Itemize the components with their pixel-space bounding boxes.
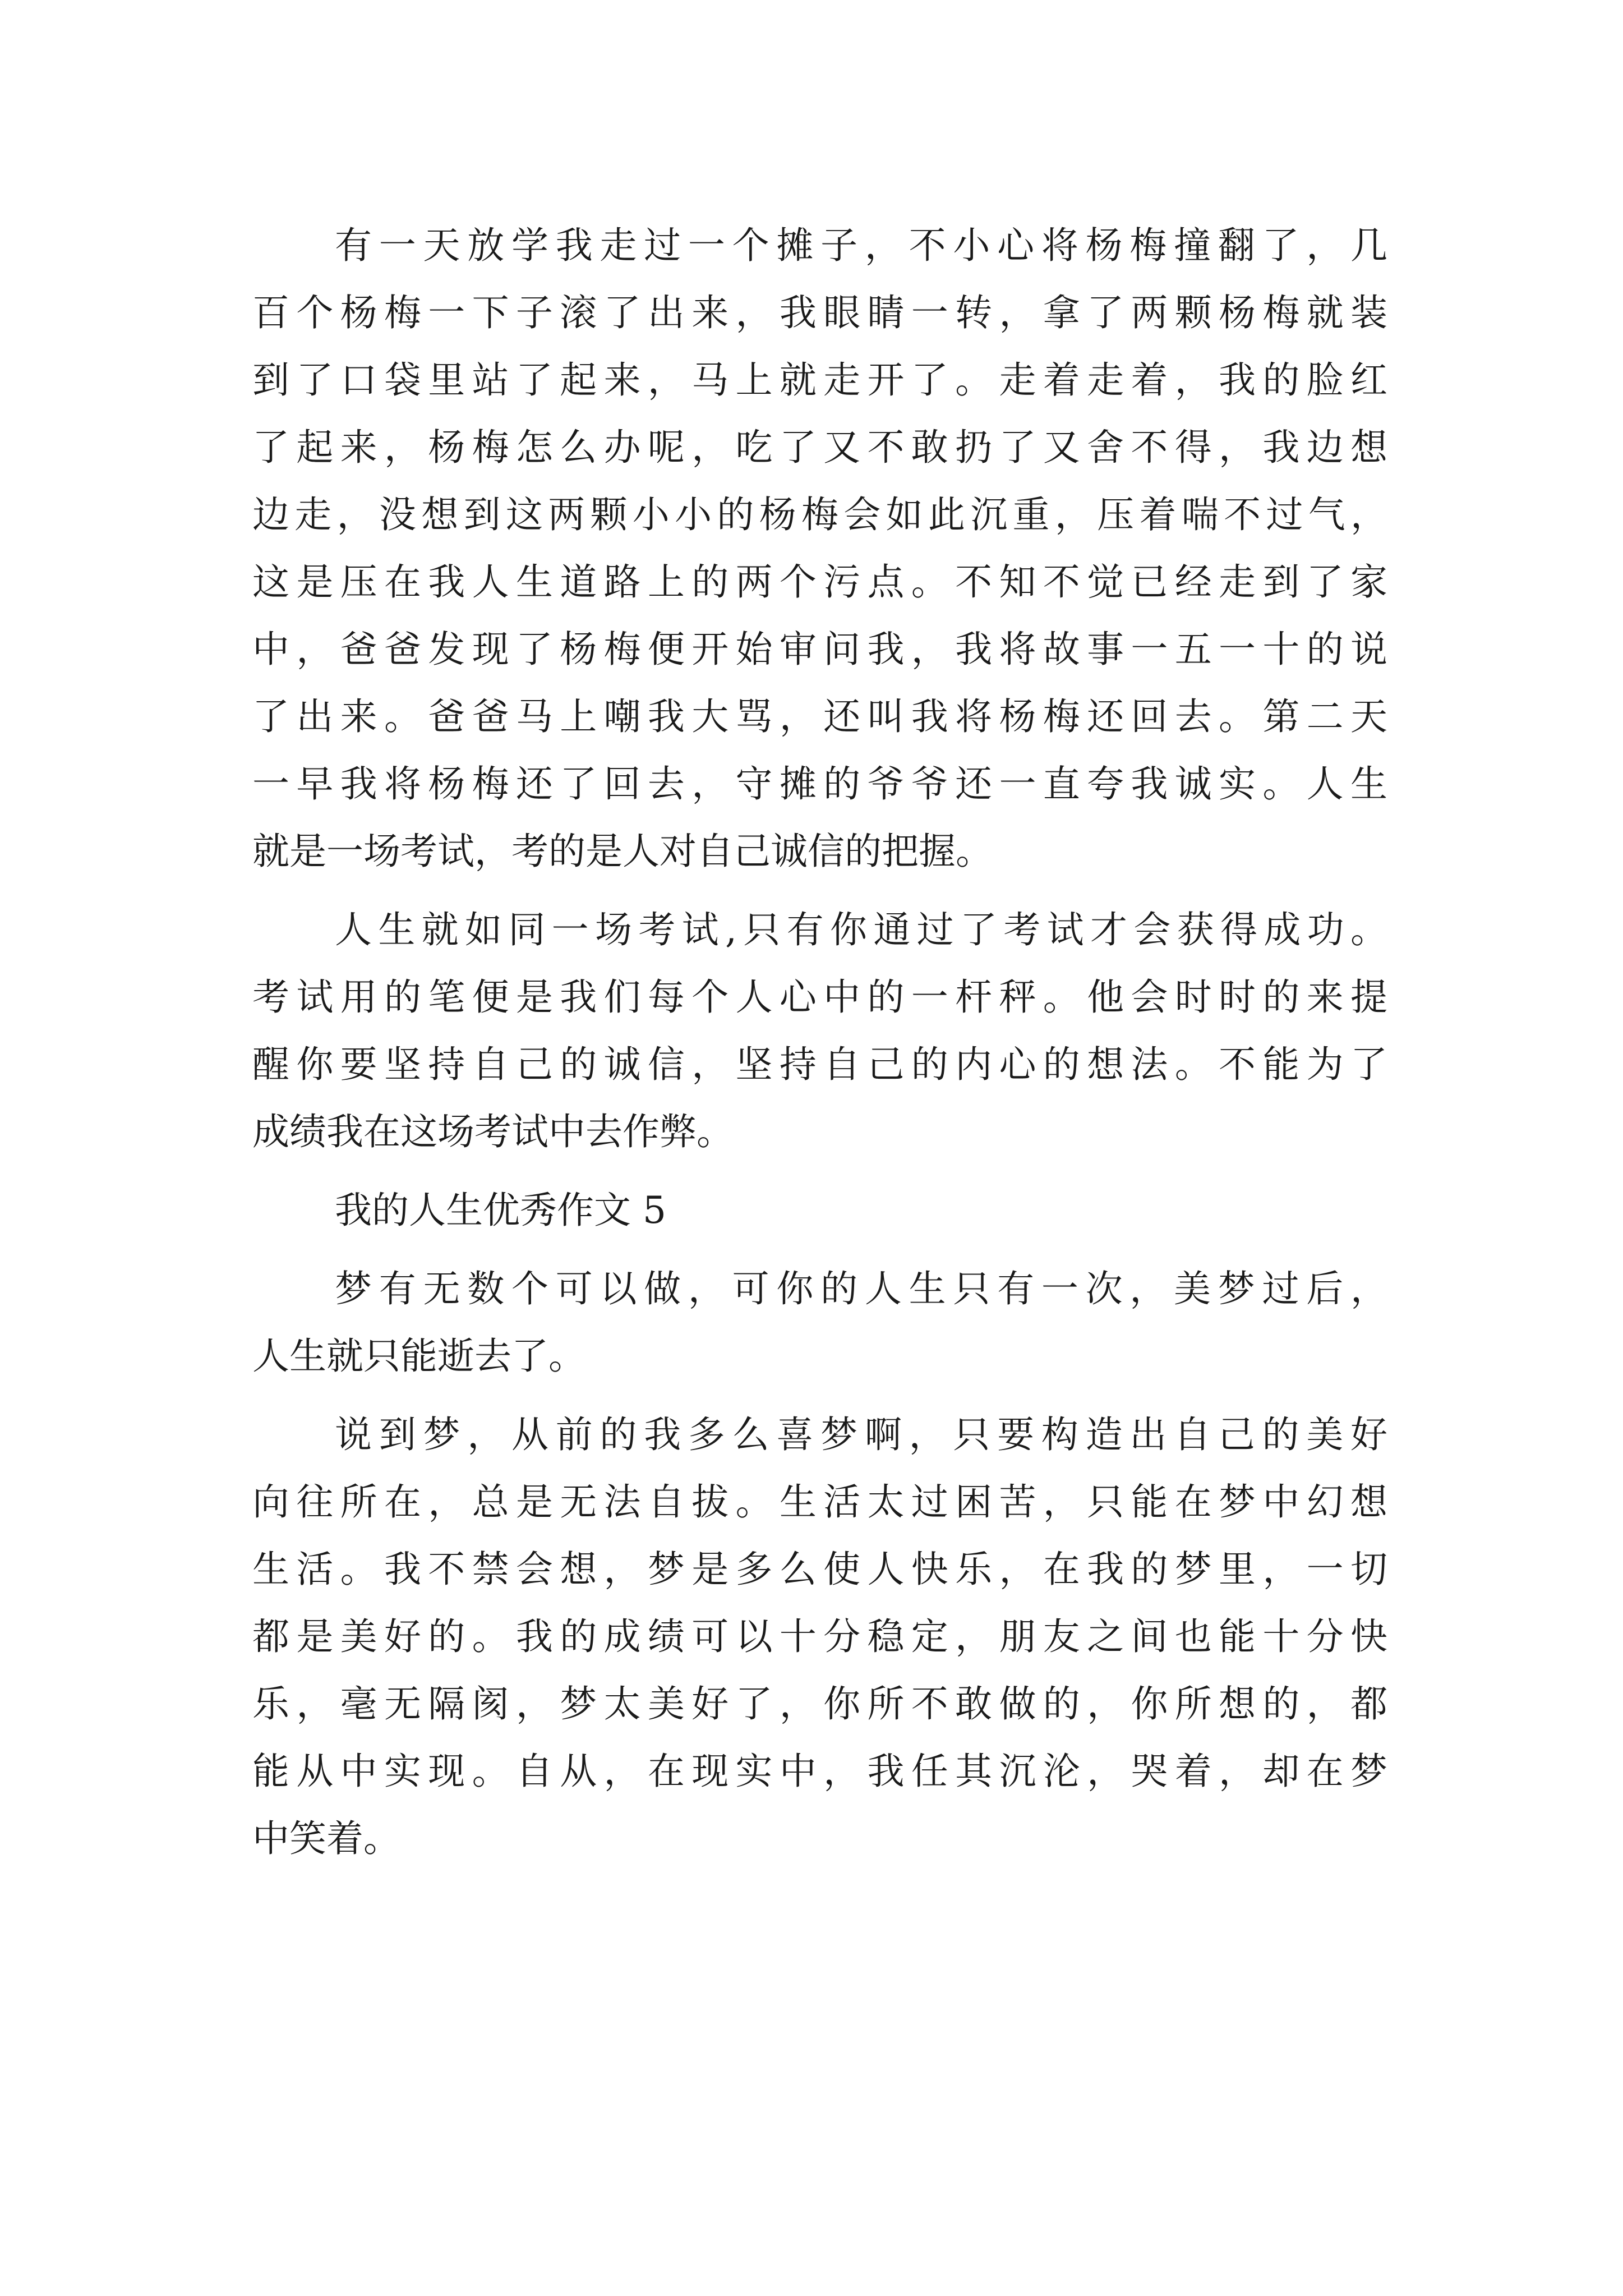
text-line: 说到梦，从前的我多么喜梦啊，只要构造出自己的美好 [335,1413,1387,1456]
text-line: 人生就只能逝去了。 [252,1335,585,1378]
text-line: 这是压在我人生道路上的两个污点。不知不觉已经走到了家 [252,560,1387,604]
text-line: 到了口袋里站了起来，马上就走开了。走着走着，我的脸红 [252,358,1387,402]
text-line: 一早我将杨梅还了回去，守摊的爷爷还一直夸我诚实。人生 [252,762,1387,806]
text-line: 了起来，杨梅怎么办呢，吃了又不敢扔了又舍不得，我边想 [252,426,1387,469]
text-line: 中笑着。 [252,1817,400,1860]
paragraph-gap [252,1166,1387,1177]
text-line: 醒你要坚持自己的诚信，坚持自己的内心的想法。不能为了 [252,1043,1387,1086]
text-line: 都是美好的。我的成绩可以十分稳定，朋友之间也能十分快 [252,1615,1387,1658]
text-line: 能从中实现。自从，在现实中，我任其沉沦，哭着，却在梦 [252,1750,1387,1793]
text-line: 成绩我在这场考试中去作弊。 [252,1110,734,1153]
paragraph-gap [252,1390,1387,1401]
text-line: 人生就如同一场考试,只有你通过了考试才会获得成功。 [335,908,1387,951]
text-line: 有一天放学我走过一个摊子，不小心将杨梅撞翻了，几 [335,224,1387,267]
paragraph-yangmei-story [252,212,1387,885]
text-line: 乐，毫无隔阂，梦太美好了，你所不敢做的，你所想的，都 [252,1682,1387,1726]
text-line: 边走，没想到这两颗小小的杨梅会如此沉重，压着喘不过气， [252,493,1387,536]
text-line: 中，爸爸发现了杨梅便开始审问我，我将故事一五一十的说 [252,628,1387,671]
text-line: 百个杨梅一下子滚了出来，我眼睛一转，拿了两颗杨梅就装 [252,291,1387,334]
text-line: 考试用的笔便是我们每个人心中的一杆秤。他会时时的来提 [252,976,1387,1019]
text-line: 就是一场考试，考的是人对自己诚信的把握。 [252,830,993,873]
text-line: 梦有无数个可以做，可你的人生只有一次，美梦过后， [335,1267,1387,1310]
text-line: 向往所在，总是无法自拔。生活太过困苦，只能在梦中幻想 [252,1480,1387,1524]
paragraph-life-exam [252,896,1387,1166]
text-line: 了出来。爸爸马上嘲我大骂，还叫我将杨梅还回去。第二天 [252,695,1387,738]
text-line: 生活。我不禁会想，梦是多么使人快乐，在我的梦里，一切 [252,1548,1387,1591]
paragraph-gap [252,1244,1387,1255]
paragraph-dreams-body [252,1401,1387,1872]
essay-heading [252,1177,1387,1244]
document-page [252,212,1387,1872]
paragraph-gap [252,885,1387,896]
paragraph-dreams-intro [252,1255,1387,1390]
section-heading: 我的人生优秀作文 5 [335,1189,666,1232]
